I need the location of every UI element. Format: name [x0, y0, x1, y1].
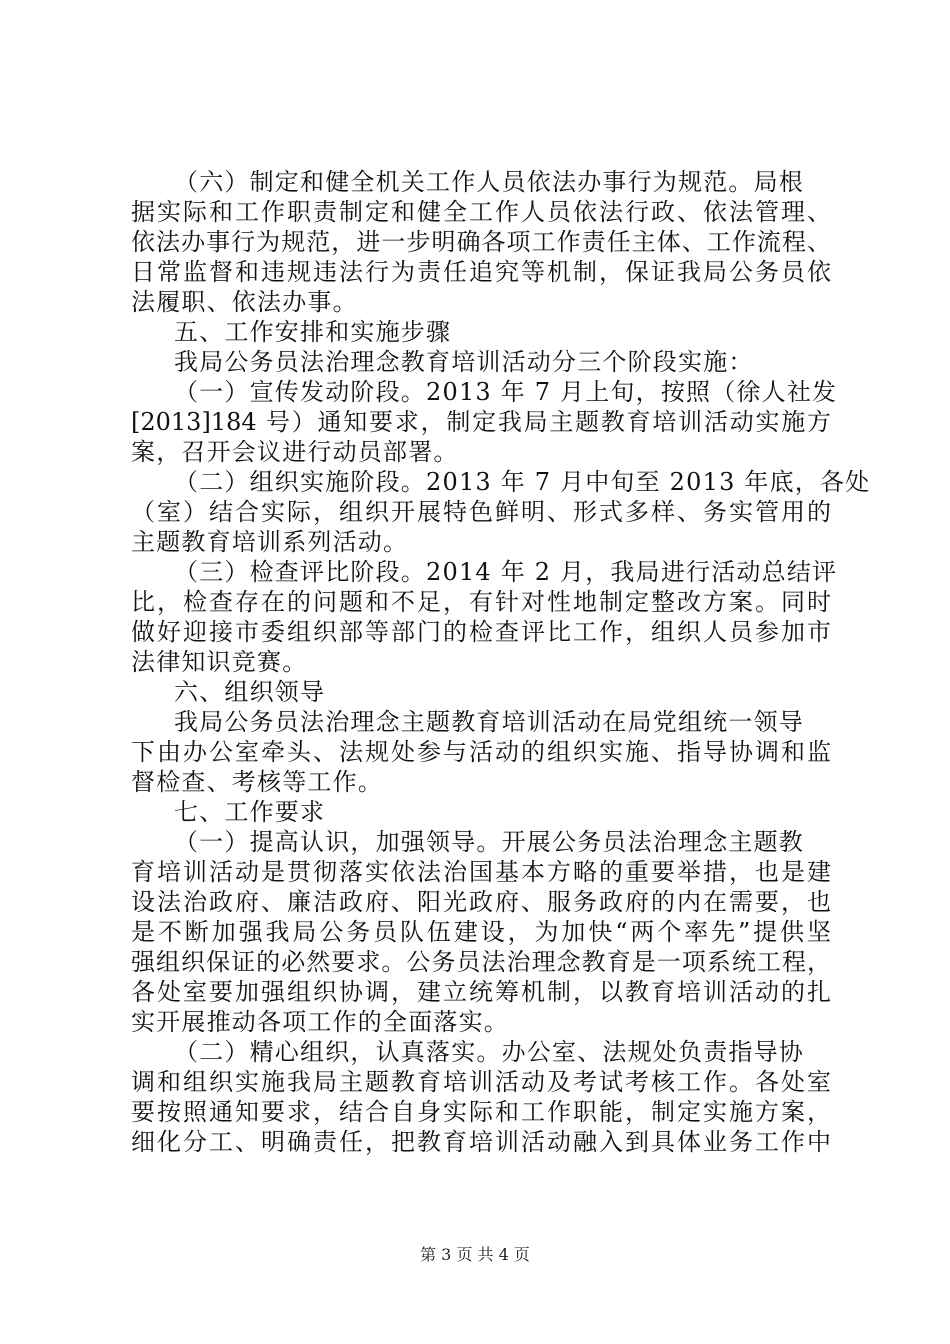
text-line: 调和组织实施我局主题教育培训活动及考试考核工作。各处室 — [131, 1068, 831, 1096]
text-line: 各处室要加强组织协调，建立统筹机制，以教育培训活动的扎 — [131, 978, 831, 1006]
text-line: 比，检查存在的问题和不足，有针对性地制定整改方案。同时 — [131, 588, 831, 616]
text-line: 日常监督和违规违法行为责任追究等机制，保证我局公务员依 — [131, 258, 831, 286]
text-line: 法履职、依法办事。 — [131, 288, 358, 316]
text-line: 我局公务员法治理念主题教育培训活动在局党组统一领导 — [174, 708, 804, 736]
text-line: （三）检查评比阶段。2014 年 2 月，我局进行活动总结评 — [174, 558, 838, 586]
text-line: 主题教育培训系列活动。 — [131, 528, 409, 556]
text-line: 要按照通知要求，结合自身实际和工作职能，制定实施方案， — [131, 1098, 831, 1126]
text-line: 做好迎接市委组织部等部门的检查评比工作，组织人员参加市 — [131, 618, 831, 646]
text-line: （二）精心组织，认真落实。办公室、法规处负责指导协 — [174, 1038, 804, 1066]
text-line: 设法治政府、廉洁政府、阳光政府、服务政府的内在需要，也 — [131, 888, 831, 916]
text-line: [2013]184 号）通知要求，制定我局主题教育培训活动实施方 — [131, 408, 831, 436]
text-line: 法律知识竞赛。 — [131, 648, 308, 676]
text-line: 下由办公室牵头、法规处参与活动的组织实施、指导协调和监 — [131, 738, 831, 766]
text-line: （二）组织实施阶段。2013 年 7 月中旬至 2013 年底，各处 — [174, 468, 871, 496]
text-line: 七、工作要求 — [174, 798, 326, 826]
text-line: （一）提高认识，加强领导。开展公务员法治理念主题教 — [174, 828, 804, 856]
text-line: 我局公务员法治理念教育培训活动分三个阶段实施： — [174, 348, 754, 376]
text-line: 五、工作安排和实施步骤 — [174, 318, 452, 346]
text-line: 依法办事行为规范，进一步明确各项工作责任主体、工作流程、 — [131, 228, 831, 256]
text-line: 据实际和工作职责制定和健全工作人员依法行政、依法管理、 — [131, 198, 831, 226]
text-line: 案，召开会议进行动员部署。 — [131, 438, 459, 466]
text-line: 是不断加强我局公务员队伍建设，为加快“两个率先”提供坚 — [131, 918, 831, 946]
page-footer: 第 3 页 共 4 页 — [420, 1245, 530, 1264]
text-line: （一）宣传发动阶段。2013 年 7 月上旬，按照（徐人社发 — [174, 378, 838, 406]
text-line: 细化分工、明确责任，把教育培训活动融入到具体业务工作中 — [131, 1128, 831, 1156]
text-line: 育培训活动是贯彻落实依法治国基本方略的重要举措，也是建 — [131, 858, 831, 886]
text-line: 督检查、考核等工作。 — [131, 768, 383, 796]
text-line: 强组织保证的必然要求。公务员法治理念教育是一项系统工程， — [131, 948, 831, 976]
text-line: 实开展推动各项工作的全面落实。 — [131, 1008, 509, 1036]
text-line: 六、组织领导 — [174, 678, 326, 706]
text-line: （室）结合实际，组织开展特色鲜明、形式多样、务实管用的 — [131, 498, 831, 526]
text-line: （六）制定和健全机关工作人员依法办事行为规范。局根 — [174, 168, 804, 196]
